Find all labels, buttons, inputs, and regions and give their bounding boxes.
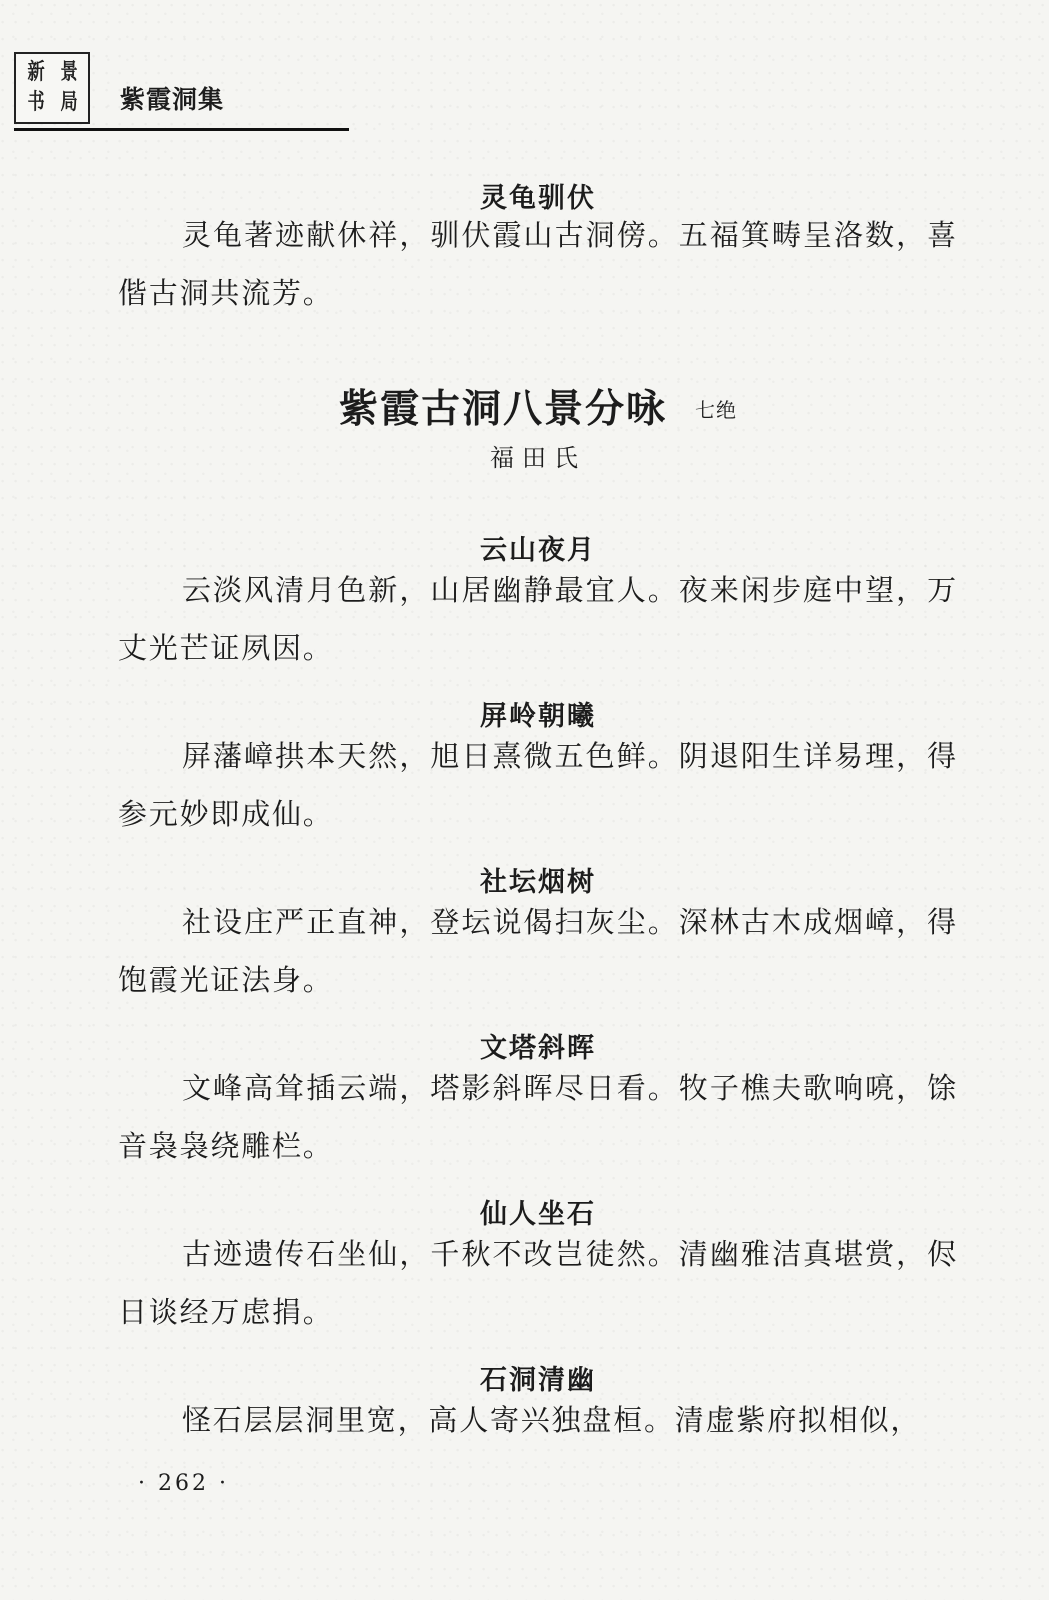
section-heading	[118, 386, 958, 432]
section-title: 紫霞古洞八景分咏	[338, 386, 667, 432]
poem-text: 古迹遗传石坐仙，千秋不改岂徒然。清幽雅洁真堪赏，侭日谈经万虑捐。	[118, 1237, 958, 1329]
poem-text: 屏藩嶂拱本天然，旭日熹微五色鲜。阴退阳生详易理，得参元妙即成仙。	[118, 739, 958, 831]
seal-character: 局	[60, 90, 77, 116]
poem-title: 云山夜月	[480, 535, 596, 567]
poem-title: 仙人坐石	[480, 1199, 596, 1231]
seal-character: 新	[27, 59, 44, 85]
poem-title: 灵龟驯伏	[480, 183, 596, 215]
poem-text: 怪石层层洞里宽，高人寄兴独盘桓。清虚紫府拟相似，	[182, 1403, 922, 1437]
poem-text: 云淡风清月色新，山居幽静最宜人。夜来闲步庭中望，万丈光芒证夙因。	[118, 573, 958, 665]
poem-text: 社设庄严正直神，登坛说偈扫灰尘。深林古木成烟嶂，得饱霞光证法身。	[118, 905, 958, 997]
poem-title: 屏岭朝曦	[480, 701, 596, 733]
poem-title: 社坛烟树	[480, 867, 596, 899]
seal-character: 书	[27, 90, 44, 116]
book-title: 紫霞洞集	[120, 85, 225, 114]
running-header	[14, 52, 349, 134]
publisher-seal	[14, 52, 90, 124]
poem-title: 文塔斜晖	[480, 1033, 596, 1065]
poem-form-note: 七绝	[695, 398, 737, 422]
author-name: 福田氏	[490, 444, 586, 472]
poem-text: 文峰高耸插云端，塔影斜晖尽日看。牧子樵夫歌响喨，馀音袅袅绕雕栏。	[118, 1071, 958, 1163]
page-number: · 262 ·	[138, 1471, 229, 1496]
header-rule	[14, 128, 349, 131]
poem-title: 石洞清幽	[480, 1365, 596, 1397]
seal-character: 景	[60, 59, 77, 85]
page-content	[118, 150, 958, 1520]
poem-text: 灵龟著迹献休祥，驯伏霞山古洞傍。五福箕畴呈洛数，喜偕古洞共流芳。	[118, 218, 958, 310]
